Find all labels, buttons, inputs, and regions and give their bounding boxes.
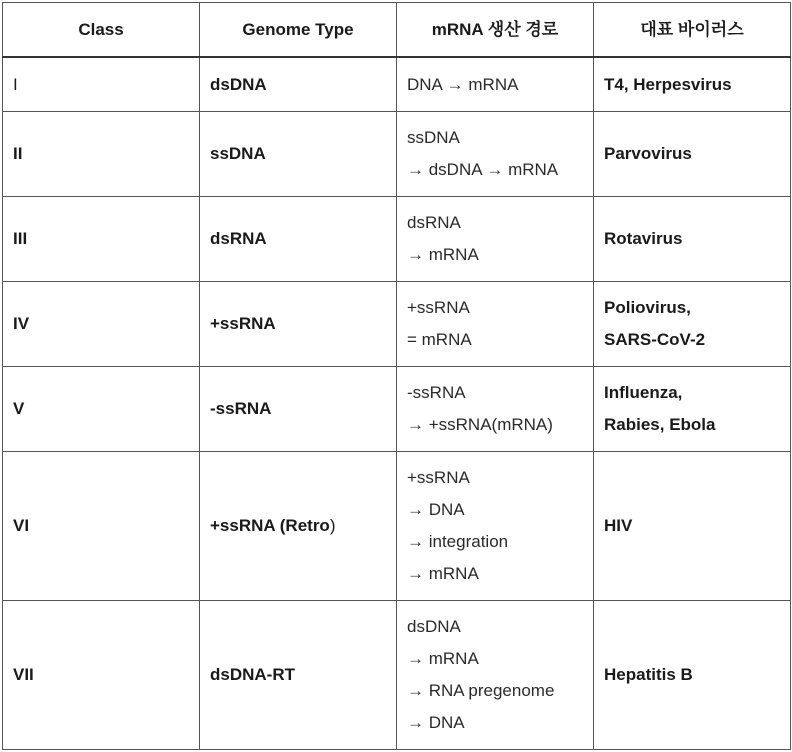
path-line: → mRNA [407,564,479,583]
class-cell: V [3,367,200,452]
table-header [3,3,791,58]
table-row [3,197,791,282]
path-line: → +ssRNA(mRNA) [407,415,553,434]
path-line: ssDNA [407,128,460,147]
viruses-cell [594,452,791,601]
virus-line: T4, Herpesvirus [604,74,732,94]
virus-line: Rabies, Ebola [604,415,716,434]
path-cell [397,197,594,282]
header-representative-viruses: 대표 바이러스 [594,3,791,58]
virus-line: HIV [604,516,633,535]
genome-text: dsDNA [210,74,267,94]
path-line: → RNA pregenome [407,681,555,700]
path-cell [397,57,594,112]
path-cell [397,112,594,197]
path-cell [397,367,594,452]
virus-line: Influenza, [604,383,683,402]
genome-text: +ssRNA (Retro [210,516,330,535]
path-line: dsRNA [407,213,461,232]
virus-line: Poliovirus, [604,298,691,317]
class-cell: VI [3,452,200,601]
genome-text: dsRNA [210,229,267,248]
class-cell: II [3,112,200,197]
genome-cell [200,112,397,197]
genome-cell [200,197,397,282]
virus-line: Rotavirus [604,229,683,248]
path-line: +ssRNA [407,468,470,487]
genome-cell [200,57,397,112]
genome-text: +ssRNA [210,314,276,333]
viruses-cell [594,57,791,112]
table-body [3,57,791,750]
genome-text: -ssRNA [210,399,272,418]
table-row [3,282,791,367]
genome-paren: ) [329,516,336,535]
genome-cell [200,367,397,452]
table-row [3,601,791,750]
baltimore-classification-table [2,2,791,750]
path-line: → mRNA [407,245,479,264]
path-cell [397,601,594,750]
path-line: -ssRNA [407,383,466,402]
genome-cell [200,282,397,367]
genome-cell [200,452,397,601]
path-cell [397,452,594,601]
class-cell: I [3,57,200,112]
header-mrna-path: mRNA 생산 경로 [397,3,594,58]
virus-line: Hepatitis B [604,665,693,684]
table-row [3,57,791,112]
path-line: dsDNA [407,617,461,636]
path-line: → DNA [407,500,465,519]
path-line: DNA → mRNA [407,74,519,94]
genome-cell [200,601,397,750]
viruses-cell [594,112,791,197]
path-line: → integration [407,532,509,551]
class-cell: III [3,197,200,282]
viruses-cell [594,601,791,750]
class-cell: IV [3,282,200,367]
table-row [3,112,791,197]
table-row [3,367,791,452]
header-class: Class [3,3,200,58]
header-row [3,3,791,58]
viruses-cell [594,197,791,282]
path-cell [397,282,594,367]
path-line: → mRNA [407,649,479,668]
virus-line: Parvovirus [604,144,692,163]
class-cell: VII [3,601,200,750]
virus-line: SARS-CoV-2 [604,330,706,349]
header-genome-type: Genome Type [200,3,397,58]
path-line: +ssRNA [407,298,470,317]
viruses-cell [594,367,791,452]
path-line: → DNA [407,713,465,732]
path-line: = mRNA [407,330,472,349]
table-row [3,452,791,601]
genome-text: dsDNA-RT [210,665,295,684]
genome-text: ssDNA [210,144,266,163]
viruses-cell [594,282,791,367]
path-line: → dsDNA → mRNA [407,160,559,179]
